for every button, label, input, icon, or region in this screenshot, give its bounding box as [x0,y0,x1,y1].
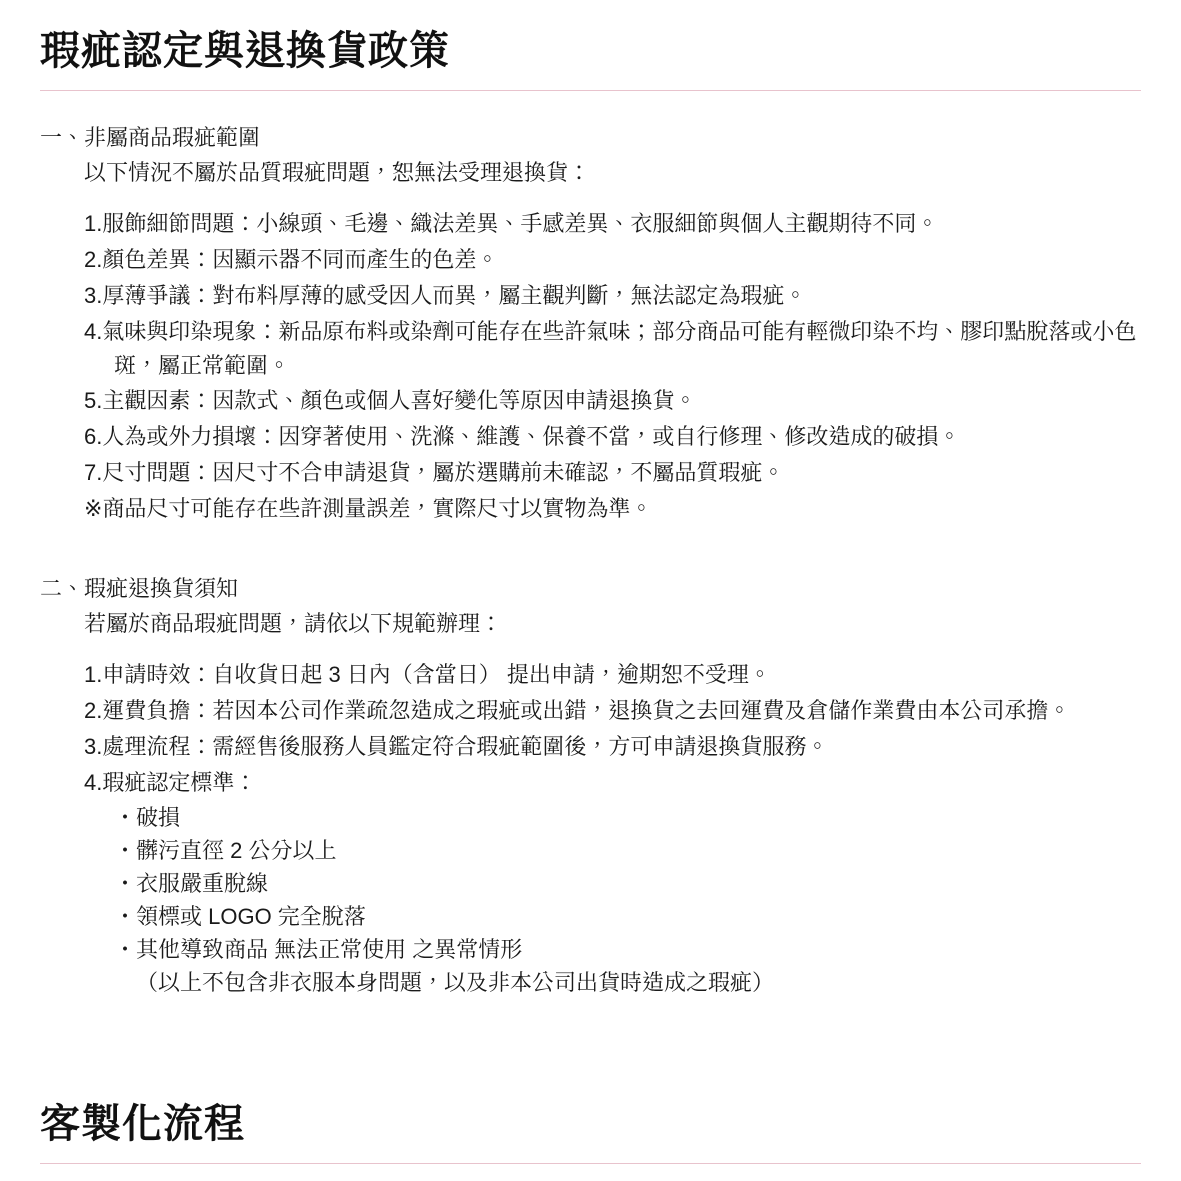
section-one-subheading: 以下情況不屬於品質瑕疵問題，恕無法受理退換貨： [84,160,591,185]
criteria-item: ・衣服嚴重脫線 [114,871,269,897]
criteria-item: ・其他導致商品 無法正常使用 之異常情形 [114,937,523,963]
bottom-gap [40,1003,1141,1099]
section-one-heading: 一、非屬商品瑕疵範圍 [40,125,261,150]
page-title: 瑕疵認定與退換貨政策 [40,29,450,73]
list-item: 2.運費負擔：若因本公司作業疏忽造成之瑕疵或出錯，退換貨之去回運費及倉儲作業費由本公司承擔。 [84,697,1071,723]
list-item: 1.服飾細節問題：小線頭、毛邊、織法差異、手感差異、衣服細節與個人主觀期待不同。 [84,211,939,236]
list-item: 1.申請時效：自收貨日起 3 日內（含當日） 提出申請，逾期恕不受理。 [84,661,771,687]
criteria-item: ・破損 [114,805,181,831]
section-three-title: 客製化流程 [40,1102,245,1147]
criteria-item: ・領標或 LOGO 完全脫落 [114,904,366,930]
list-item: 3.處理流程：需經售後服務人員鑑定符合瑕疵範圍後，方可申請退換貨服務。 [84,733,829,759]
list-item: 3.厚薄爭議：對布料厚薄的感受因人而異，屬主觀判斷，無法認定為瑕疵。 [84,282,807,308]
list-item: 5.主觀因素：因款式、顏色或個人喜好變化等原因申請退換貨。 [84,388,697,414]
bottom-divider [40,1163,1141,1164]
list-item: 4.瑕疵認定標準： [84,769,257,795]
section-non-defect [40,121,1141,526]
section-two-list [84,658,1141,800]
list-item: 2.顏色差異：因顯示器不同而產生的色差。 [84,246,499,272]
title-divider [40,90,1141,91]
list-item: 6.人為或外力損壞：因穿著使用、洗滌、維護、保養不當，或自行修理、修改造成的破損。 [84,424,961,450]
section-one-note: ※商品尺寸可能存在些許測量誤差，實際尺寸以實物為準。 [84,496,653,521]
section-gap [40,530,1141,572]
section-defect-notice [40,572,1141,1000]
defect-criteria-list [114,801,1141,999]
list-item: 4.氣味與印染現象：新品原布料或染劑可能存在些許氣味；部分商品可能有輕微印染不均、膠印點脫落或小色斑，屬正常範圍。 [84,318,1137,378]
section-two-heading: 二、瑕疵退換貨須知 [40,575,239,601]
criteria-note: （以上不包含非衣服本身問題，以及非本公司出貨時造成之瑕疵） [136,970,775,996]
section-one-list [84,207,1141,490]
section-two-subheading: 若屬於商品瑕疵問題，請依以下規範辦理： [84,610,503,636]
criteria-item: ・髒污直徑 2 公分以上 [114,838,337,864]
list-item: 7.尺寸問題：因尺寸不合申請退貨，屬於選購前未確認，不屬品質瑕疵。 [84,460,785,486]
